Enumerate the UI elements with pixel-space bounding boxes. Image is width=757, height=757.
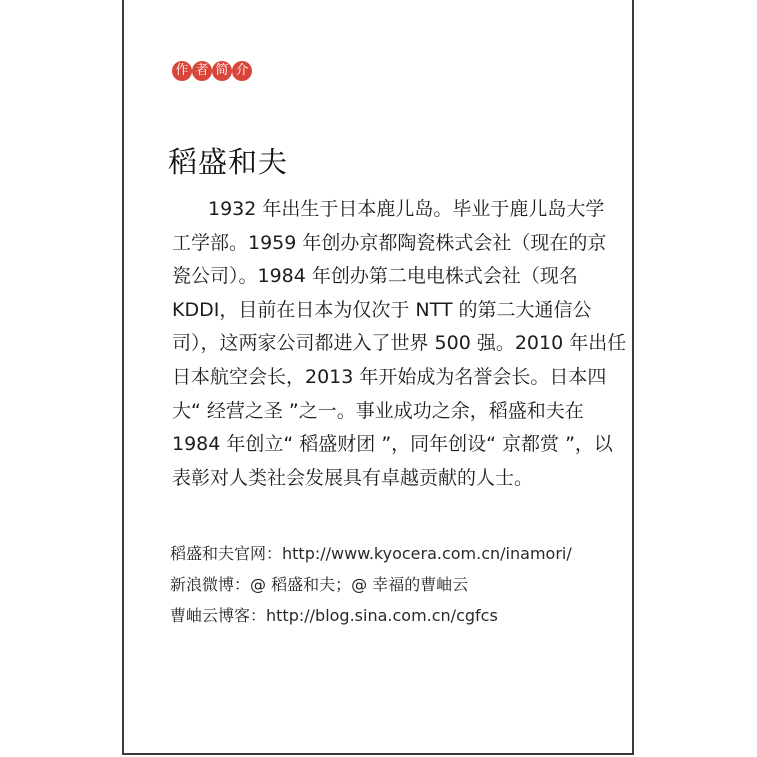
bio-line: KDDI，目前在日本为仅次于 NTT 的第二大通信公 bbox=[172, 298, 592, 321]
bio-line: 表彰对人类社会发展具有卓越贡献的人士。 bbox=[172, 466, 534, 489]
website-label: 稻盛和夫官网： bbox=[170, 544, 283, 563]
website-link[interactable]: http://www.kyocera.com.cn/inamori/ bbox=[282, 544, 572, 563]
section-label-char: 作 bbox=[172, 61, 192, 81]
weibo-accounts: @ 稻盛和夫；@ 幸福的曹岫云 bbox=[250, 575, 469, 594]
bio-line: 日本航空会长，2013 年开始成为名誉会长。日本四 bbox=[172, 365, 607, 388]
bio-line: 工学部。1959 年创办京都陶瓷株式会社（现在的京 bbox=[172, 231, 607, 254]
bio-line: 1932 年出生于日本鹿儿岛。毕业于鹿儿岛大学 bbox=[208, 198, 605, 220]
weibo-label: 新浪微博： bbox=[170, 575, 251, 594]
blog-link[interactable]: http://blog.sina.com.cn/cgfcs bbox=[266, 606, 498, 625]
section-label-char: 者 bbox=[192, 61, 212, 81]
section-label-char: 简 bbox=[212, 61, 232, 81]
bio-line: 大“ 经营之圣 ”之一。事业成功之余，稻盛和夫在 bbox=[172, 399, 584, 422]
bio-line: 瓷公司）。1984 年创办第二电电株式会社（现名 bbox=[172, 265, 578, 288]
section-label-char: 介 bbox=[232, 61, 252, 81]
contact-links bbox=[170, 538, 572, 631]
weibo-row bbox=[170, 569, 572, 600]
blog-row bbox=[170, 600, 572, 631]
blog-label: 曹岫云博客： bbox=[170, 606, 267, 625]
bio-line: 1984 年创立“ 稻盛财团 ”，同年创设“ 京都赏 ”，以 bbox=[172, 433, 613, 456]
bio-line: 司），这两家公司都进入了世界 500 强。2010 年出任 bbox=[172, 332, 627, 355]
author-name: 稻盛和夫 bbox=[168, 145, 289, 179]
author-bio bbox=[172, 193, 627, 495]
section-label bbox=[172, 61, 252, 81]
website-row bbox=[170, 538, 572, 569]
